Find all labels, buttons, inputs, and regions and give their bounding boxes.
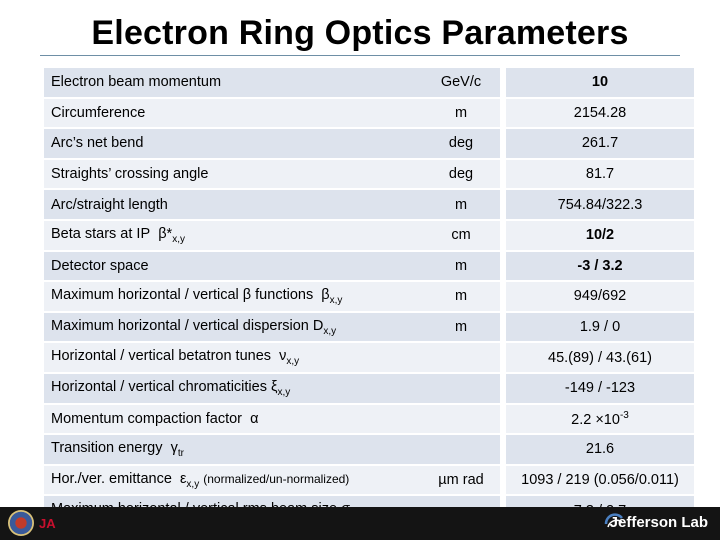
param-name: Arc’s net bend [44, 128, 422, 159]
table-row [44, 465, 694, 496]
jefferson-lab-wordmark: Jefferson Lab [609, 514, 708, 531]
beta-symbol: β [321, 286, 330, 303]
param-value: 45.(89) / 43.(61) [506, 342, 694, 373]
beta-symbol: β [158, 225, 167, 242]
footer-bar [0, 507, 720, 540]
table-row [44, 342, 694, 373]
param-value: 10/2 [506, 220, 694, 251]
param-unit: m [422, 251, 500, 282]
param-value: 81.7 [506, 159, 694, 190]
param-value: 2154.28 [506, 98, 694, 129]
table-row [44, 434, 694, 465]
param-value: -149 / -123 [506, 373, 694, 404]
param-unit: deg [422, 159, 500, 190]
param-name: Straights’ crossing angle [44, 159, 422, 190]
param-name: Hor./ver. emittance $\varepsilon_{x,y}$ (normalized/un-normalized) [44, 465, 422, 496]
param-value: 1.9 / 0 [506, 312, 694, 343]
gamma-symbol: γ [170, 439, 178, 456]
alpha-symbol: α [250, 410, 259, 427]
table-row [44, 159, 694, 190]
param-unit: µm rad [422, 465, 500, 496]
param-name: Maximum horizontal / vertical dispersion $D_{x,y}$ [44, 312, 422, 343]
table-row [44, 128, 694, 159]
param-unit: m [422, 98, 500, 129]
doe-seal-icon [8, 510, 34, 536]
param-name: Circumference [44, 98, 422, 129]
param-unit: deg [422, 128, 500, 159]
param-unit [422, 404, 500, 435]
slide-title: Electron Ring Optics Parameters [91, 14, 629, 52]
param-unit [422, 434, 500, 465]
epsilon-symbol: ε [179, 470, 187, 487]
param-name: Maximum horizontal / vertical β functions $\beta_{x,y}$ [44, 281, 422, 312]
param-unit: m [422, 281, 500, 312]
param-value: -3 / 3.2 [506, 251, 694, 282]
param-unit [422, 342, 500, 373]
param-value: 261.7 [506, 128, 694, 159]
param-value: 949/692 [506, 281, 694, 312]
table-row [44, 220, 694, 251]
param-value: 10 [506, 68, 694, 98]
param-name: Horizontal / vertical betatron tunes $\nu_{x,y}$ [44, 342, 422, 373]
table-row [44, 312, 694, 343]
param-name: Transition energy $\gamma_{tr}$ [44, 434, 422, 465]
param-value: 754.84/322.3 [506, 189, 694, 220]
beta-symbol: β [242, 286, 252, 303]
param-unit: m [422, 189, 500, 220]
svg-text:JA: JA [39, 516, 56, 531]
param-value: $2.2 \times 10^{-3}$ [506, 404, 694, 435]
table-row [44, 404, 694, 435]
param-unit: GeV/c [422, 68, 500, 98]
table-row [44, 189, 694, 220]
table-row [44, 68, 694, 98]
param-name: Detector space [44, 251, 422, 282]
parameters-table [44, 68, 694, 527]
xi-symbol: ξ [271, 378, 278, 395]
table-row [44, 281, 694, 312]
nu-symbol: ν [279, 348, 287, 365]
param-value: 1093 / 219 (0.056/0.011) [506, 465, 694, 496]
table-row [44, 98, 694, 129]
param-name: Beta stars at IP $\beta*_{x,y}$ [44, 220, 422, 251]
param-unit [422, 373, 500, 404]
jsa-logo-icon [37, 513, 61, 533]
param-name: Electron beam momentum [44, 68, 422, 98]
param-value: 21.6 [506, 434, 694, 465]
param-name: Horizontal / vertical chromaticities $\xi_{x,y}$ [44, 373, 422, 404]
param-name: Momentum compaction factor α [44, 404, 422, 435]
param-unit: m [422, 312, 500, 343]
table-row [44, 373, 694, 404]
param-name: Arc/straight length [44, 189, 422, 220]
param-unit: cm [422, 220, 500, 251]
table-row [44, 251, 694, 282]
title-divider [40, 55, 680, 56]
